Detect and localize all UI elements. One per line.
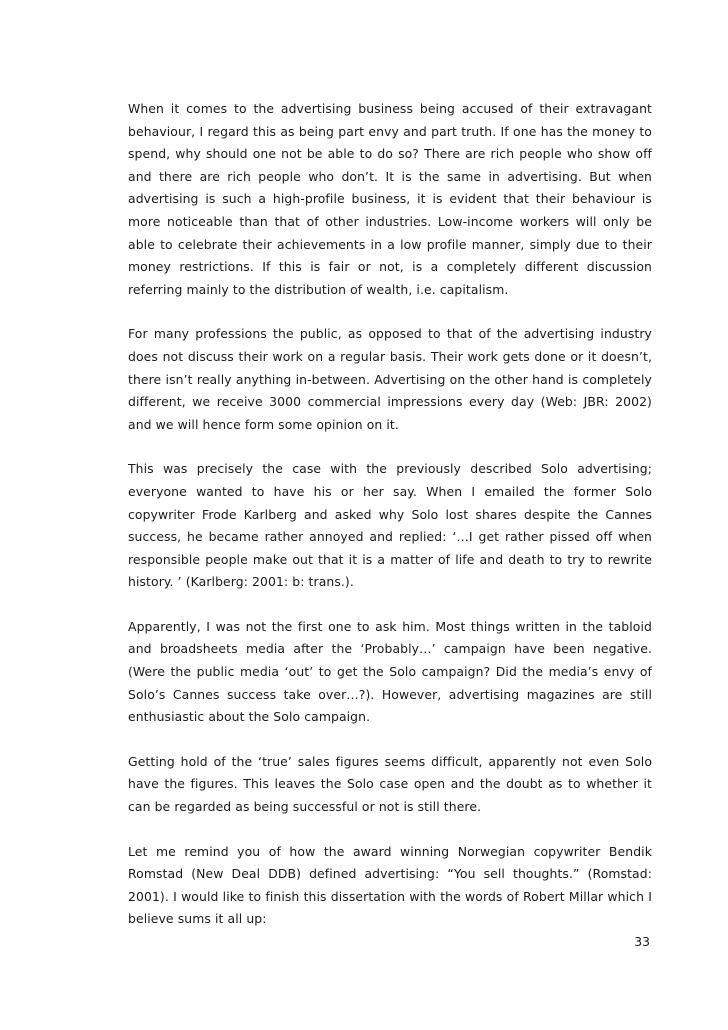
- paragraph-5: Getting hold of the ‘true’ sales figures seems difficult, apparently not even Solo have the figures. This leaves the Solo case open and the doubt as to whether it can be regarded as being successful or not is still there.: [128, 753, 652, 815]
- paragraph-6: Let me remind you of how the award winning Norwegian copywriter Bendik Romstad (New Deal DDB) defined advertising: “You sell thoughts.” (Romstad: 2001). I would like to finish this dissertation with the words of Robert Millar which I believe sums it all up:: [128, 843, 652, 927]
- body-text: [128, 98, 652, 953]
- paragraph-1: When it comes to the advertising business being accused of their extravagant behaviour, I regard this as being part envy and part truth. If one has the money to spend, why should one not be able to do so? There are rich people who show off and there are rich people who don’t. It is the same in advertising. But when advertising is such a high-profile business, it is evident that their behaviour is more noticeable than that of other industries. Low-income workers will only be able to celebrate their achievements in a low profile manner, simply due to their money restrictions. If this is fair or not, is a completely different discussion referring mainly to the distribution of wealth, i.e. capitalism.: [128, 101, 652, 297]
- paragraph-2: For many professions the public, as opposed to that of the advertising industry does not discuss their work on a regular basis. Their work gets done or it doesn’t, there isn’t really anything in-between. Advertising on the other hand is completely different, we receive 3000 commercial impressions every day (Web: JBR: 2002) and we will hence form some opinion on it.: [128, 326, 652, 432]
- page-number: 33: [634, 934, 650, 949]
- paragraph-3: This was precisely the case with the previously described Solo advertising; everyone wanted to have his or her say. When I emailed the former Solo copywriter Frode Karlberg and asked why Solo lost shares despite the Cannes success, he became rather annoyed and replied: ‘…I get rather pissed off when responsible people make out that it is a matter of life and death to try to rewrite history. ’ (Karlberg: 2001: b: trans.).: [128, 461, 652, 590]
- paragraph-4: Apparently, I was not the first one to ask him. Most things written in the tabloid and broadsheets media after the ‘Probably…’ campaign have been negative. (Were the public media ‘out’ to get the Solo campaign? Did the media’s envy of Solo’s Cannes success take over…?). However, advertising magazines are still enthusiastic about the Solo campaign.: [128, 618, 652, 725]
